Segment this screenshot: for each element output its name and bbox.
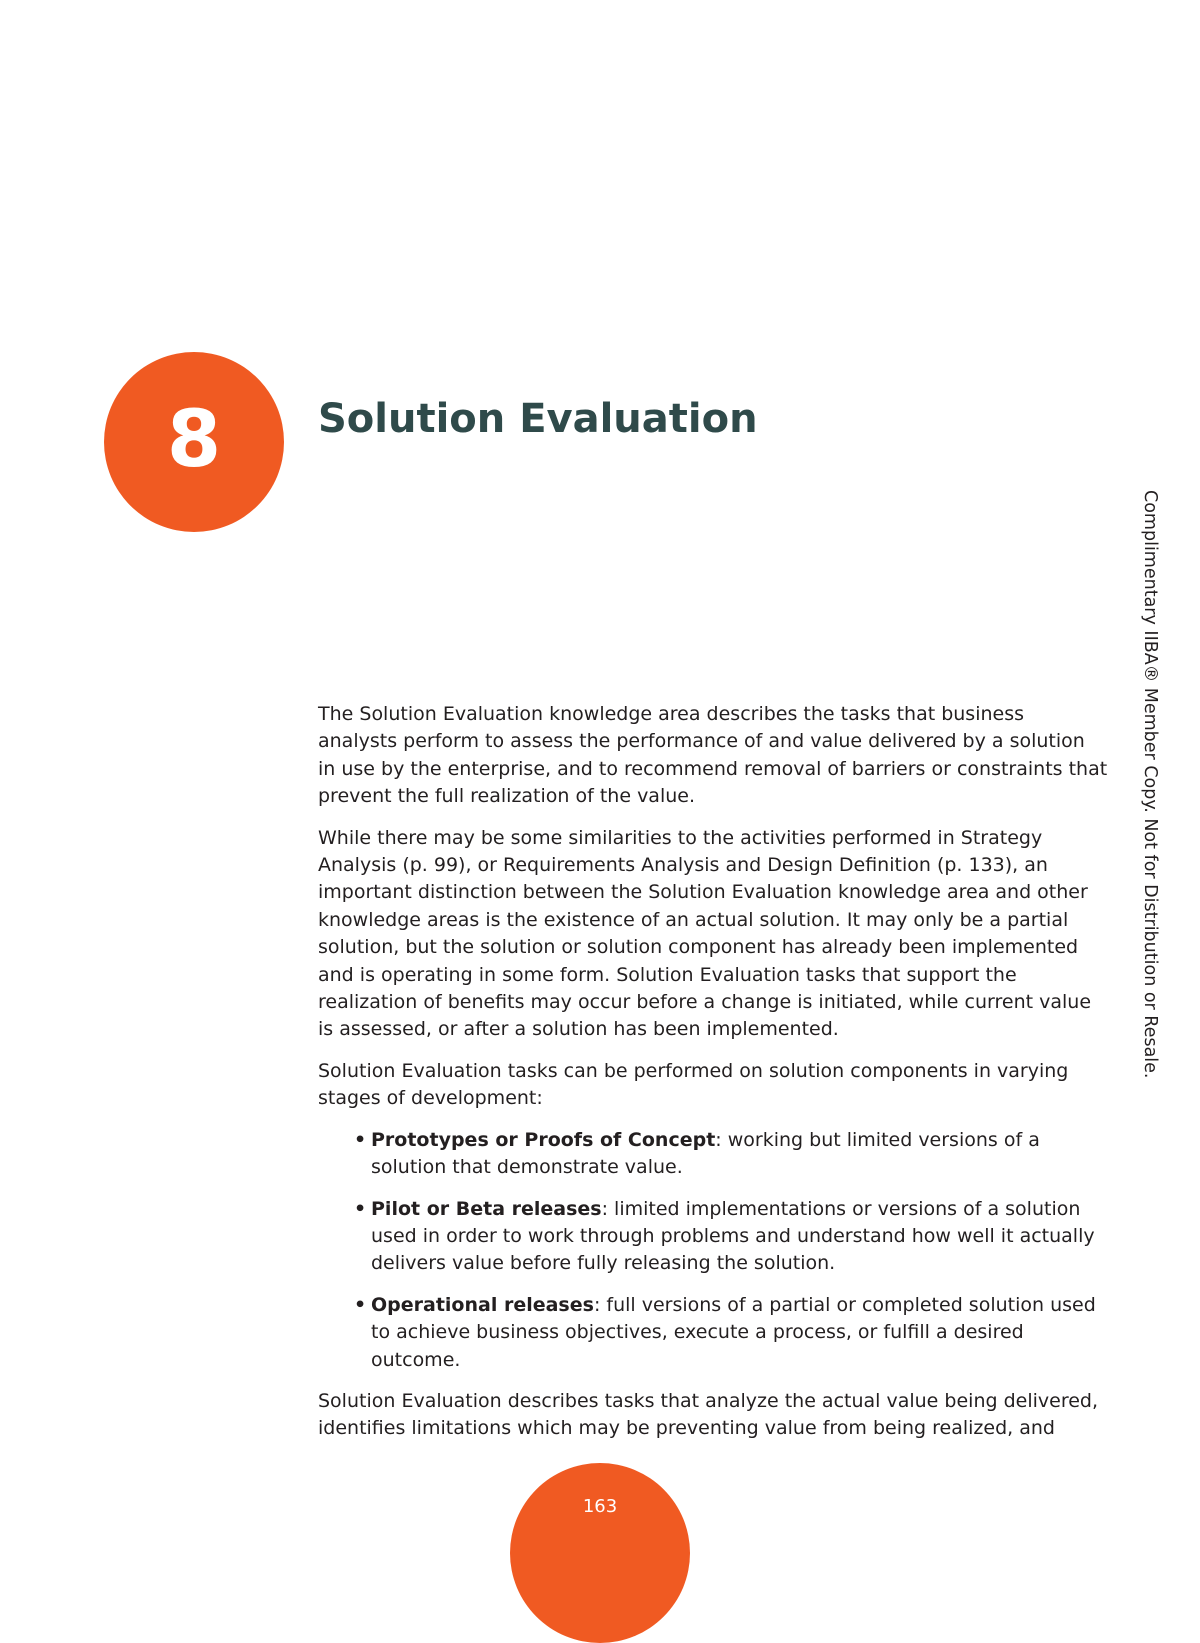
page-number-tab <box>510 1463 690 1643</box>
intro-paragraph-4: Solution Evaluation describes tasks that analyze the actual value being delivered, identifies limitations which may be preventing value from being realized, and <box>318 1389 1099 1440</box>
list-item <box>354 1292 1108 1374</box>
chapter-intro <box>318 701 1108 1457</box>
development-stages-list <box>318 1127 1108 1374</box>
intro-paragraph-3: Solution Evaluation tasks can be performed on solution components in varying stages of development: <box>318 1059 1069 1110</box>
list-item-term: Operational releases <box>371 1293 594 1316</box>
bullet-icon: • <box>354 1197 367 1220</box>
list-item <box>354 1127 1108 1182</box>
list-item-text: : limited implementations or versions of a solution used in order to work through problems and understand how well it actually delivers value before fully releasing the solution. <box>371 1197 1095 1275</box>
list-item-term: Prototypes or Proofs of Concept <box>371 1128 716 1151</box>
page-number: 163 <box>582 1496 618 1517</box>
chapter-number: 8 <box>166 395 222 485</box>
list-item-text: : working but limited versions of a solution that demonstrate value. <box>371 1128 1040 1179</box>
bullet-icon: • <box>354 1128 367 1151</box>
bullet-icon: • <box>354 1293 367 1316</box>
intro-paragraph-1: The Solution Evaluation knowledge area describes the tasks that business analysts perform to assess the performance of and value delivered by a solution in use by the enterprise, and to recommend removal of barriers or constraints that prevent the full realization of the value. <box>318 703 1108 808</box>
chapter-number-badge <box>104 352 284 532</box>
list-item <box>354 1196 1108 1278</box>
chapter-title: Solution Evaluation <box>318 396 758 442</box>
list-item-term: Pilot or Beta releases <box>371 1197 602 1220</box>
list-item-text: : full versions of a partial or completed solution used to achieve business objectives, execute a process, or fulfill a desired outcome. <box>371 1293 1096 1371</box>
copyright-side-note: Complimentary IIBA® Member Copy. Not for Distribution or Resale. <box>1140 490 1160 1079</box>
intro-paragraph-2: While there may be some similarities to the activities performed in Strategy Analysis (p. 99), or Requirements Analysis and Design Definition (p. 133), an important distinction between the Solution Evaluation knowledge area and other knowledge areas is the existence of an actual solution. It may only be a partial solution, but the solution or solution component has already been implemented and is operating in some form. Solution Evaluation tasks that support the realization of benefits may occur before a change is initiated, while current value is assessed, or after a solution has been implemented. <box>318 826 1092 1041</box>
